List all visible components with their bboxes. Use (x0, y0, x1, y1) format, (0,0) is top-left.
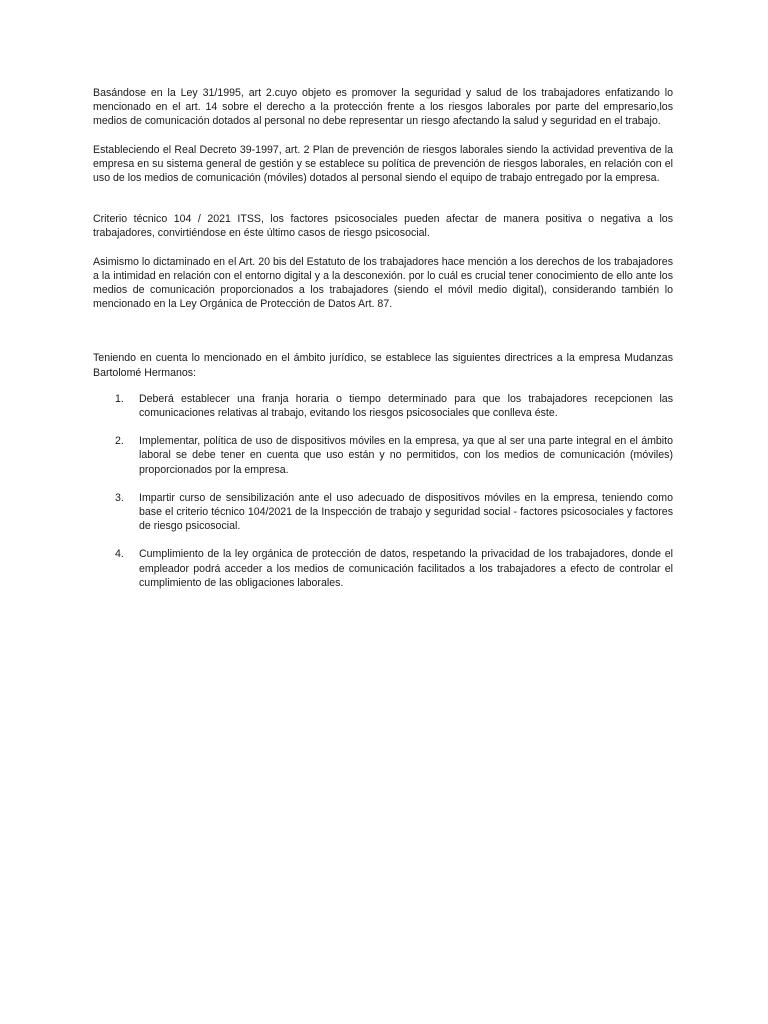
spacer (93, 185, 673, 212)
paragraph-directrices-intro: Teniendo en cuenta lo mencionado en el ámbito jurídico, se establece las siguientes directrices a la empresa Mudanzas Bartolomé Hermanos: (93, 352, 673, 379)
list-item-number: 1. (115, 392, 124, 405)
list-item (93, 434, 673, 477)
document-body (93, 86, 673, 604)
spacer (93, 311, 673, 351)
list-item-text: Cumplimiento de la ley orgánica de protección de datos, respetando la privacidad de los trabajadores, donde el empleador podrá acceder a los medios de comunicación facilitados a los trabajadores a efecto de controlar el cumplimiento de las obligaciones laborales. (139, 548, 673, 589)
paragraph-criterio-tecnico: Criterio técnico 104 / 2021 ITSS, los factores psicosociales pueden afectar de manera positiva o negativa a los trabajadores, convirtiéndose en éste último casos de riesgo psicosocial. (93, 213, 673, 240)
directrices-list (93, 392, 673, 590)
paragraph-ley-31-1995: Basándose en la Ley 31/1995, art 2.cuyo objeto es promover la seguridad y salud de los trabajadores enfatizando lo mencionado en el art. 14 sobre el derecho a la protección frente a los riesgos laborales por parte del empresario,los medios de comunicación dotados al personal no debe representar un riesgo afectando la salud y seguridad en el trabajo. (93, 87, 673, 128)
list-item-text: Deberá establecer una franja horaria o tiempo determinado para que los trabajadores recepcionen las comunicaciones relativas al trabajo, evitando los riesgos psicosociales que conlleva éste. (139, 392, 673, 420)
list-item-number: 3. (115, 491, 124, 504)
list-item-text: Impartir curso de sensibilización ante el uso adecuado de dispositivos móviles en la empresa, teniendo como base el criterio técnico 104/2021 de la Inspección de trabajo y seguridad social - factores psicosociales y factores de riesgo psicosocial. (139, 491, 673, 533)
list-item (93, 547, 673, 590)
spacer (93, 241, 673, 255)
paragraph-real-decreto: Estableciendo el Real Decreto 39-1997, art. 2 Plan de prevención de riesgos laborales siendo la actividad preventiva de la empresa en su sistema general de gestión y se establece su política de prevención de riesgos laborales, en relación con el uso de los medios de comunicación (móviles) dotados al personal siendo el equipo de trabajo entregado por la empresa. (93, 143, 673, 185)
list-item-number: 4. (115, 548, 124, 561)
list-item (93, 392, 673, 420)
spacer (93, 129, 673, 143)
list-item (93, 491, 673, 534)
list-item-text: Implementar, política de uso de dispositivos móviles en la empresa, ya que al ser una parte integral en el ámbito laboral se debe tener en cuenta que uso están y no permitidos, con los medios de comunicación (móviles) proporcionados por la empresa. (139, 435, 673, 476)
list-item-number: 2. (115, 435, 124, 448)
paragraph-estatuto: Asimismo lo dictaminado en el Art. 20 bis del Estatuto de los trabajadores hace mención a los derechos de los trabajadores a la intimidad en relación con el entorno digital y a la desconexión. por lo cuál es crucial tener conocimiento de ello ante los medios de comunicación proporcionados a los trabajadores (siendo el móvil medio digital), considerando también lo mencionado en la Ley Orgánica de Protección de Datos Art. 87. (93, 255, 673, 311)
